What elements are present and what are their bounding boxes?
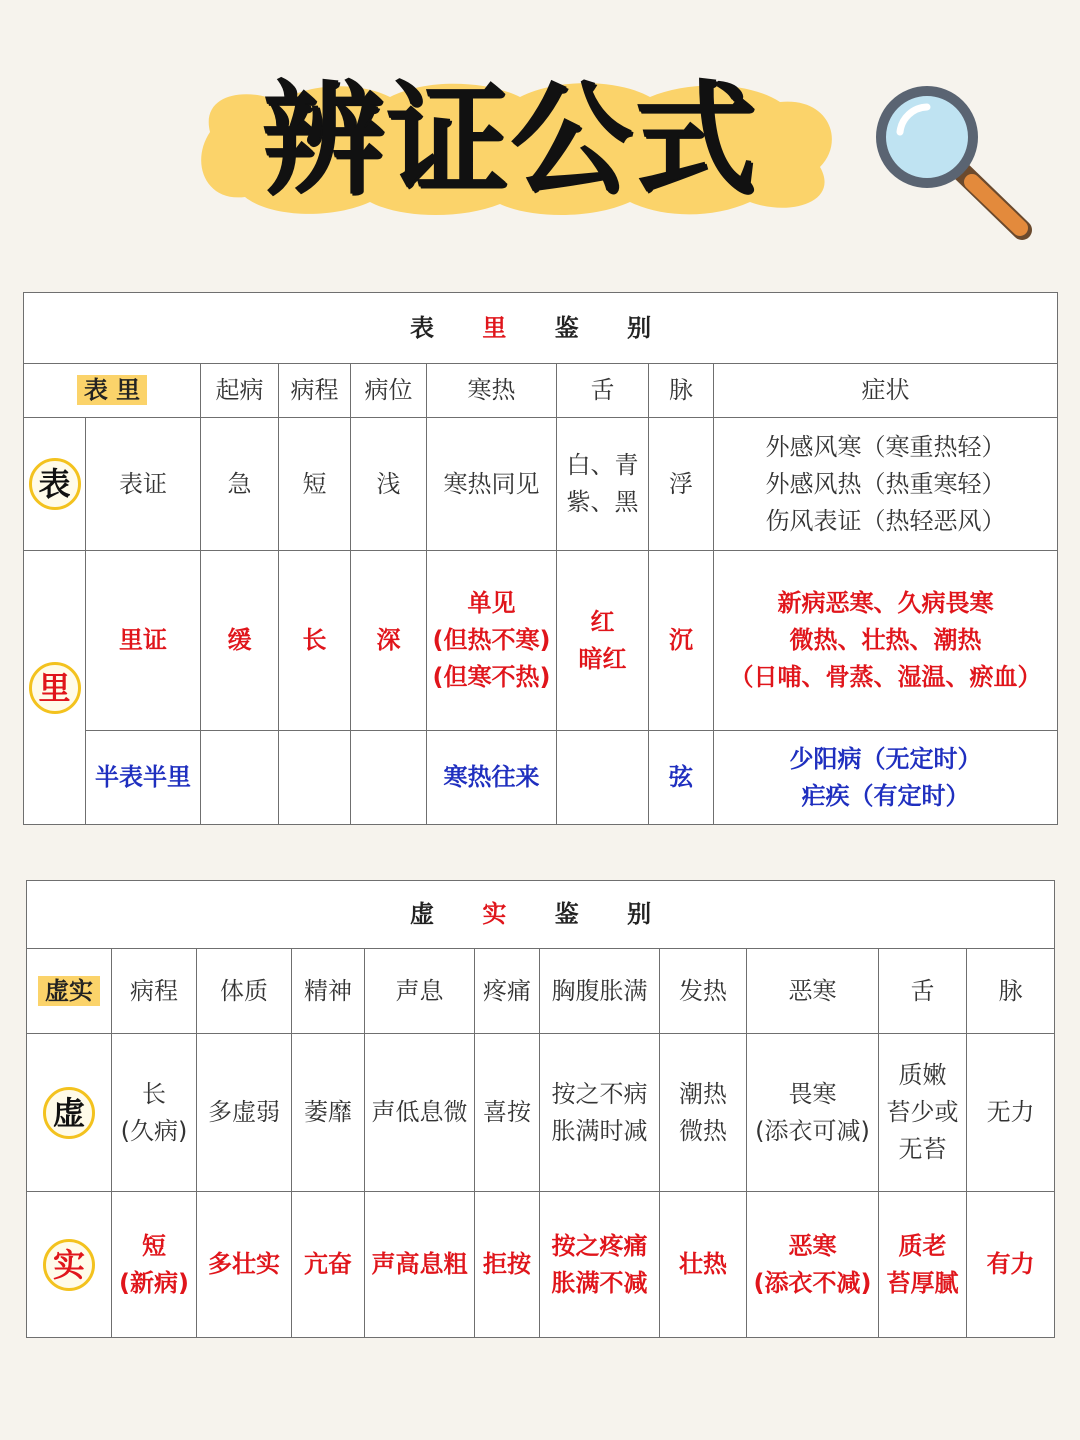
xu-pulse: 无力 (967, 1034, 1055, 1192)
biao-course: 短 (279, 418, 351, 551)
xu-constitution: 多虚弱 (197, 1034, 292, 1192)
biao-tongue (557, 418, 649, 551)
header-pain: 疼痛 (475, 949, 540, 1034)
biao-name: 表证 (86, 418, 201, 551)
shi-course (112, 1192, 197, 1338)
row-marker-cell (24, 551, 86, 825)
xu-voice: 声低息微 (365, 1034, 475, 1192)
caption-mid: 实 (482, 900, 527, 928)
li-tongue-line: 红 (590, 607, 615, 636)
empty-cell (557, 731, 649, 825)
li-cold-heat-line: 单见 (467, 589, 516, 617)
shi-fever: 壮热 (660, 1192, 747, 1338)
header-constitution: 体质 (197, 949, 292, 1034)
li-cold-heat-line: (但热不寒) (432, 626, 551, 654)
caption-left: 表 (410, 313, 454, 342)
biao-location: 浅 (351, 418, 427, 551)
shi-marker: 实 (43, 1239, 95, 1291)
banbiao-cold-heat: 寒热往来 (427, 731, 557, 825)
xu-tongue-line: 苔少或 (886, 1098, 959, 1126)
table-row (24, 418, 1058, 551)
li-name: 里证 (86, 551, 201, 731)
biao-onset: 急 (201, 418, 279, 551)
shi-voice: 声高息粗 (365, 1192, 475, 1338)
xu-aversion (747, 1034, 879, 1192)
magnifier-icon (872, 82, 1037, 242)
biao-tongue-line: 紫、黑 (566, 488, 639, 516)
shi-tongue (879, 1192, 967, 1338)
xu-fever-line: 潮热 (679, 1079, 727, 1108)
shi-spirit: 亢奋 (292, 1192, 365, 1338)
header-tongue: 舌 (879, 949, 967, 1034)
li-marker: 里 (29, 662, 81, 714)
xu-tongue (879, 1034, 967, 1192)
xu-distension (540, 1034, 660, 1192)
banbiao-symptoms (714, 731, 1058, 825)
biao-tongue-line: 白、青 (566, 451, 639, 479)
li-course: 长 (279, 551, 351, 731)
li-tongue-line: 暗红 (578, 644, 627, 673)
empty-cell (279, 731, 351, 825)
header-location: 病位 (351, 364, 427, 418)
xu-spirit: 萎靡 (292, 1034, 365, 1192)
xu-course (112, 1034, 197, 1192)
xu-tongue-line: 质嫩 (898, 1061, 947, 1089)
xu-aversion-line: (添衣可减) (755, 1116, 870, 1145)
shi-aversion (747, 1192, 879, 1338)
xu-course-line: (久病) (120, 1116, 188, 1145)
banbiao-name: 半表半里 (86, 731, 201, 825)
caption-right: 鉴 别 (554, 900, 672, 928)
li-location: 深 (351, 551, 427, 731)
header-fever: 发热 (660, 949, 747, 1034)
biao-cold-heat: 寒热同见 (427, 418, 557, 551)
li-symptom-line: 微热、壮热、潮热 (789, 626, 982, 654)
shi-aversion-line: (添衣不减) (753, 1268, 872, 1297)
table-row (24, 731, 1058, 825)
shi-course-line: (新病) (119, 1268, 189, 1297)
header-group-label: 表 里 (77, 375, 147, 405)
empty-cell (351, 731, 427, 825)
xu-fever-line: 微热 (679, 1116, 727, 1145)
li-pulse: 沉 (649, 551, 714, 731)
shi-pulse: 有力 (967, 1192, 1055, 1338)
li-cold-heat (427, 551, 557, 731)
header-symptoms: 症状 (714, 364, 1058, 418)
header-onset: 起病 (201, 364, 279, 418)
title-area (190, 62, 850, 222)
xu-marker: 虚 (43, 1087, 95, 1139)
shi-distension-line: 胀满不减 (551, 1268, 648, 1297)
xu-aversion-line: 畏寒 (788, 1079, 837, 1108)
caption-right: 鉴 别 (554, 313, 672, 342)
biao-marker: 表 (29, 458, 81, 510)
biao-li-table (23, 292, 1058, 825)
header-course: 病程 (279, 364, 351, 418)
shi-pain: 拒按 (475, 1192, 540, 1338)
header-group-label: 虚实 (38, 976, 100, 1006)
header-course: 病程 (112, 949, 197, 1034)
li-symptom-line: （日哺、骨蒸、湿温、瘀血） (729, 663, 1042, 691)
header-spirit: 精神 (292, 949, 365, 1034)
li-symptoms (714, 551, 1058, 731)
header-pulse: 脉 (649, 364, 714, 418)
header-voice: 声息 (365, 949, 475, 1034)
header-group (24, 364, 201, 418)
table-row (27, 1034, 1055, 1192)
header-pulse: 脉 (967, 949, 1055, 1034)
banbiao-symptom-line: 少阳病（无定时） (789, 744, 982, 773)
shi-distension-line: 按之疼痛 (551, 1231, 648, 1260)
page-title: 辨证公式 (262, 69, 758, 211)
li-cold-heat-line: (但寒不热) (432, 663, 551, 691)
table-caption (24, 293, 1058, 364)
table-caption (27, 881, 1055, 949)
empty-cell (201, 731, 279, 825)
table-row (24, 551, 1058, 731)
li-tongue (557, 551, 649, 731)
shi-constitution: 多壮实 (197, 1192, 292, 1338)
shi-tongue-line: 苔厚腻 (886, 1268, 959, 1297)
table-row (27, 1192, 1055, 1338)
header-distension: 胸腹胀满 (540, 949, 660, 1034)
biao-symptom-line: 伤风表证（热轻恶风） (765, 506, 1006, 535)
header-tongue: 舌 (557, 364, 649, 418)
caption-left: 虚 (410, 900, 455, 928)
shi-aversion-line: 恶寒 (788, 1231, 837, 1260)
shi-course-line: 短 (142, 1231, 166, 1260)
xu-distension-line: 按之不病 (551, 1079, 648, 1108)
xu-pain: 喜按 (475, 1034, 540, 1192)
row-marker-cell (27, 1192, 112, 1338)
xu-tongue-line: 无苔 (898, 1135, 947, 1163)
xu-distension-line: 胀满时减 (551, 1116, 648, 1145)
banbiao-symptom-line: 疟疾（有定时） (801, 781, 970, 810)
header-group (27, 949, 112, 1034)
biao-symptoms (714, 418, 1058, 551)
row-marker-cell (27, 1034, 112, 1192)
biao-pulse: 浮 (649, 418, 714, 551)
banbiao-pulse: 弦 (649, 731, 714, 825)
shi-tongue-line: 质老 (898, 1231, 947, 1260)
xu-shi-table (26, 880, 1055, 1338)
header-cold-heat: 寒热 (427, 364, 557, 418)
xu-course-line: 长 (142, 1079, 166, 1108)
li-symptom-line: 新病恶寒、久病畏寒 (777, 589, 994, 617)
caption-mid: 里 (482, 313, 527, 342)
biao-symptom-line: 外感风寒（寒重热轻） (765, 432, 1006, 461)
xu-fever (660, 1034, 747, 1192)
row-marker-cell (24, 418, 86, 551)
li-onset: 缓 (201, 551, 279, 731)
shi-distension (540, 1192, 660, 1338)
biao-symptom-line: 外感风热（热重寒轻） (765, 469, 1006, 498)
header-aversion: 恶寒 (747, 949, 879, 1034)
